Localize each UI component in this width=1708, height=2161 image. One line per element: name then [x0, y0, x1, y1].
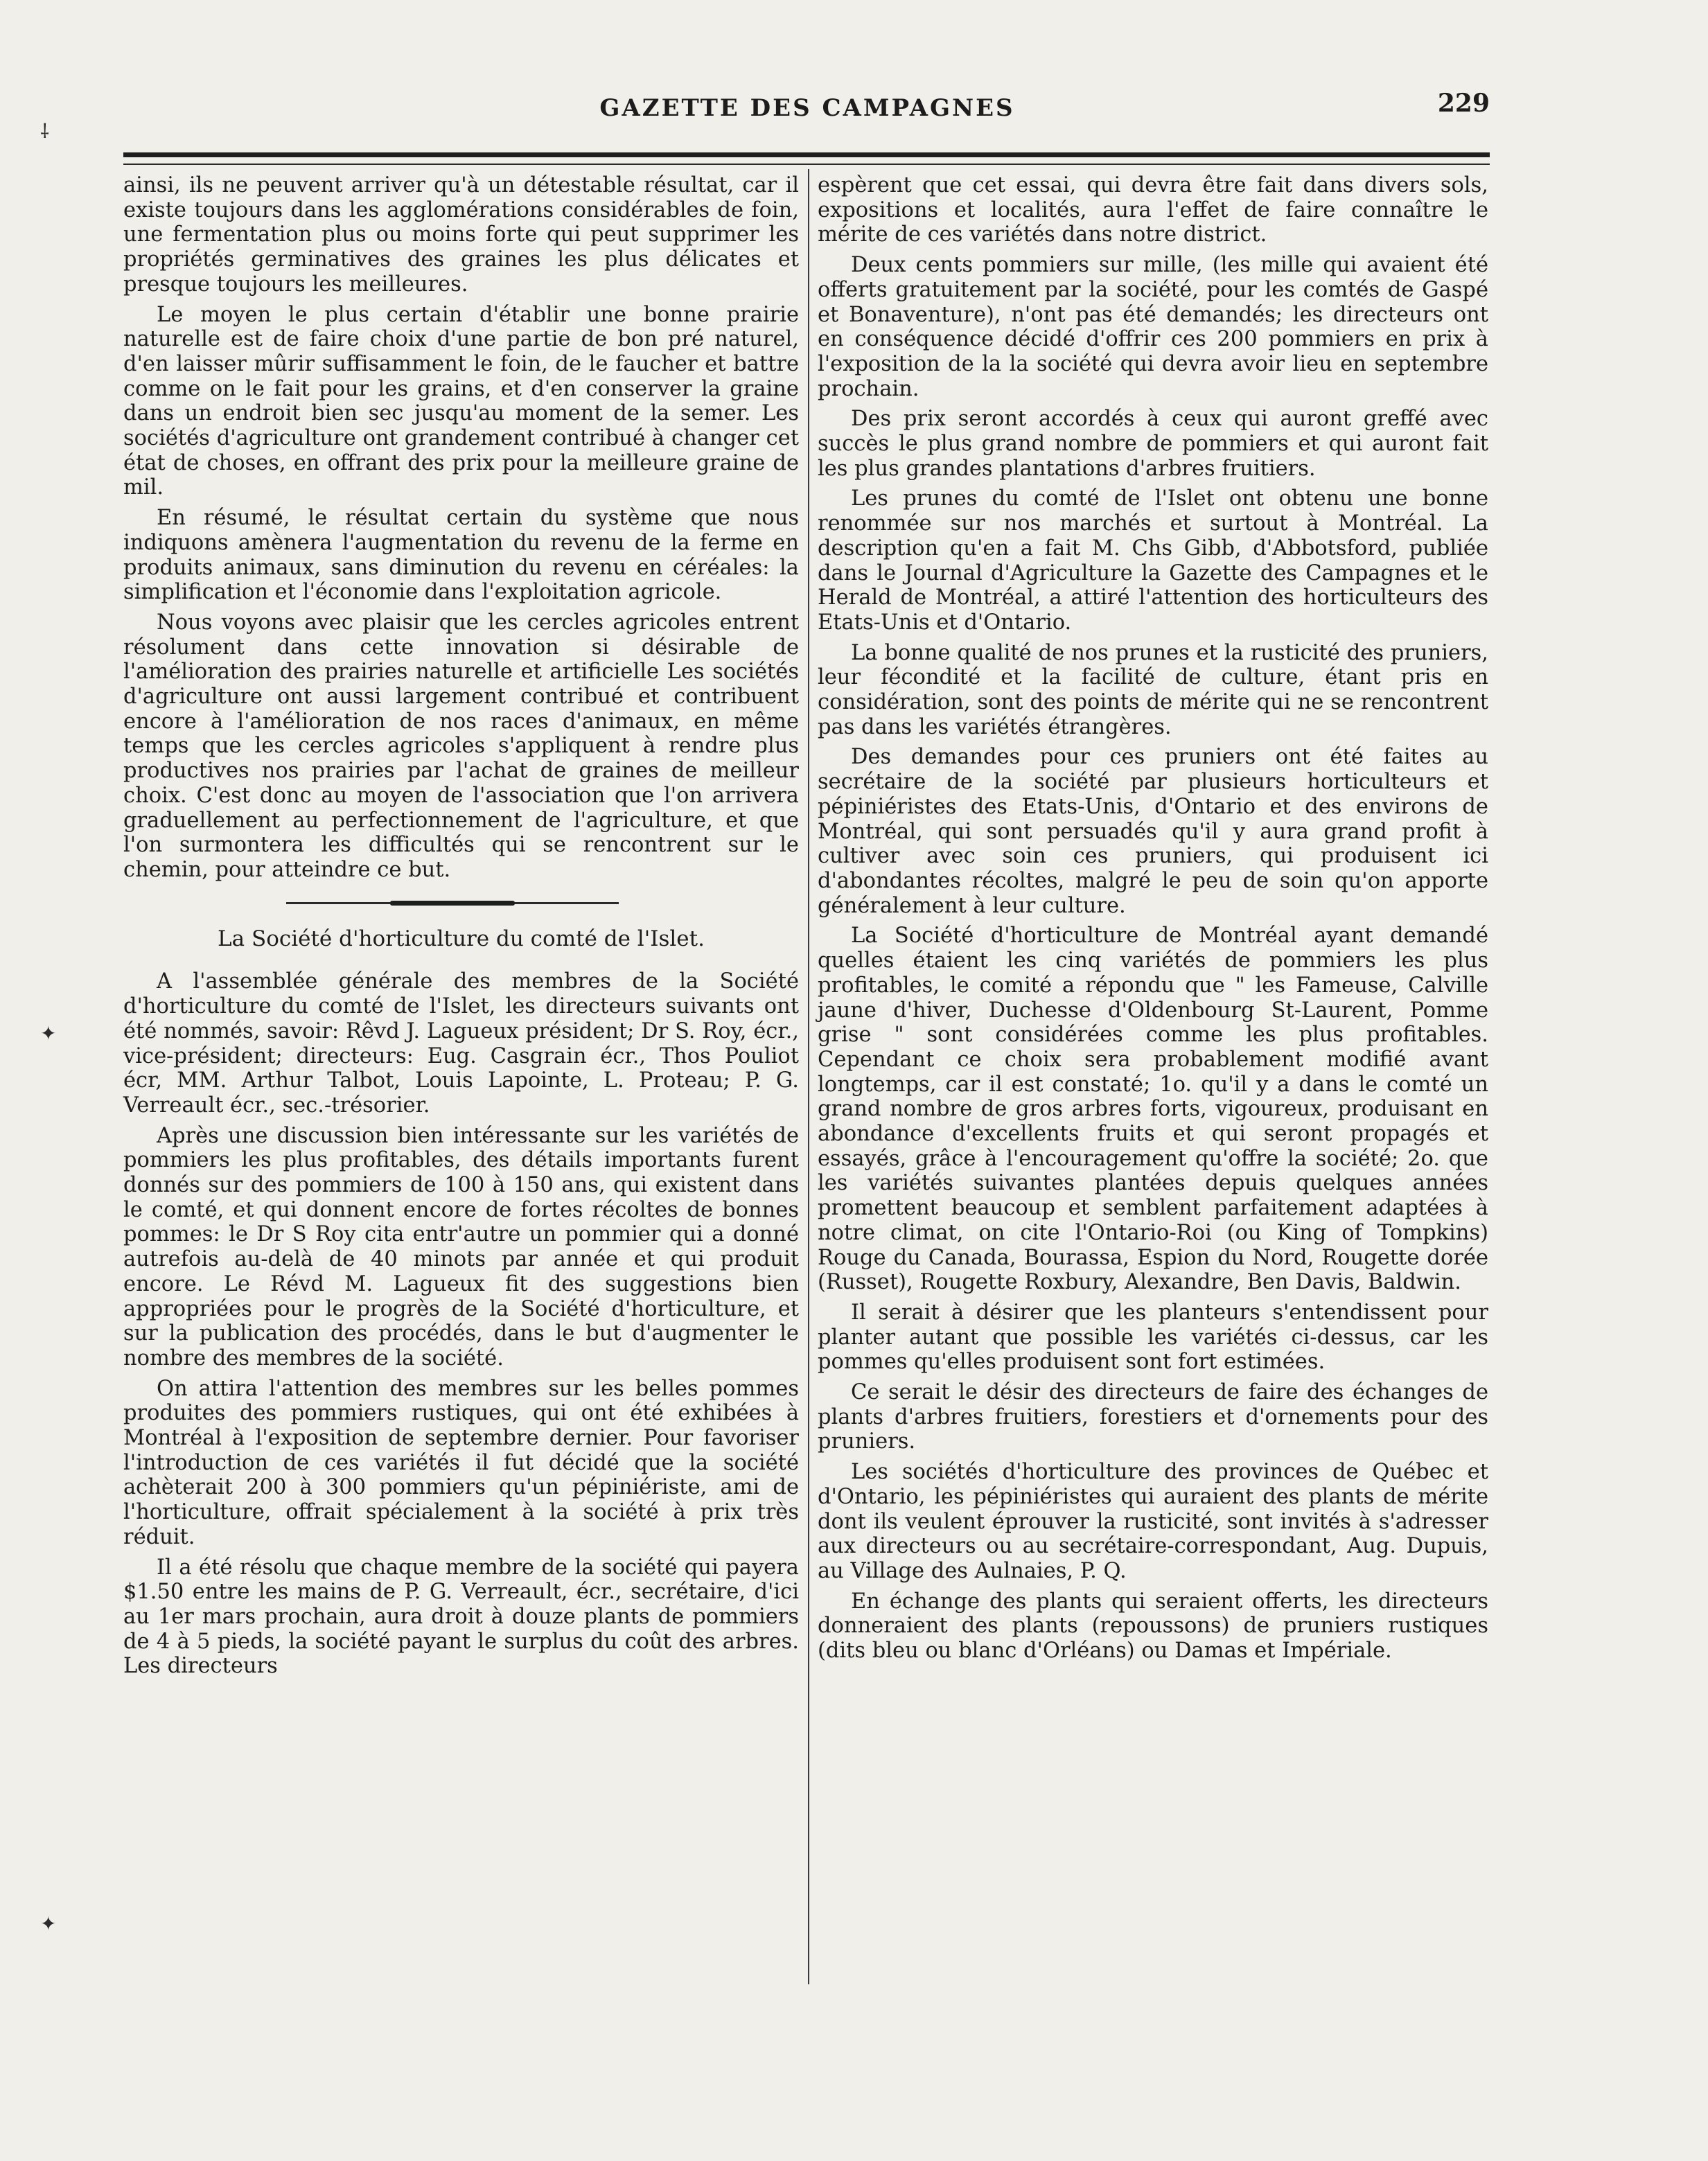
paragraph: En échange des plants qui seraient offerts, les directeurs donneraient des plants (repoussons) de pruniers rustiques (dits bleu ou blanc d'Orléans) ou Damas et Impériale. — [818, 1589, 1488, 1664]
paragraph: On attira l'attention des membres sur les belles pommes produites des pommiers rustiques, qui ont été exhibées à Montréal à l'exposition de septembre dernier. Pour favoriser l'introduction de ces variétés il fut décidé que la société achèterait 200 à 300 pommiers qu'un pépiniériste, ami de l'horticulture, offrait spécialement à la société à prix très réduit. — [123, 1376, 799, 1549]
paragraph: Après une discussion bien intéressante sur les variétés de pommiers les plus profitables, des détails importants furent donnés sur des pommiers de 100 à 150 ans, qui existent dans le comté, et qui donnent encore de fortes récoltes de bonnes pommes: le Dr S Roy cita entr'autre un pommier qui a donné autrefois au-delà de 40 minots par année et qui produit encore. Le Révd M. Lagueux fit des suggestions bien appropriées pour le progrès de la Société d'horticulture, et sur la publication des procédés, dans le but d'augmenter le nombre des membres de la société. — [123, 1123, 799, 1370]
paragraph: ainsi, ils ne peuvent arriver qu'à un détestable résultat, car il existe toujours dans les agglomérations considérables de foin, une fermentation plus ou moins forte qui peut supprimer les propriétés germinatives des graines les plus délicates et presque toujours les meilleures. — [123, 173, 799, 297]
header-rule-thin — [123, 164, 1490, 165]
paragraph: Nous voyons avec plaisir que les cercles agricoles entrent résolument dans cette innovation si désirable de l'amélioration des prairies naturelle et artificielle Les sociétés d'agriculture ont aussi largement contribué et contribuent encore à l'amélioration de nos races d'animaux, en même temps que les cercles agricoles s'appliquent à rendre plus productives nos prairies par l'achat de graines de meilleur choix. C'est donc au moyen de l'association que l'on arrivera graduellement au perfectionnement de l'agriculture, et que l'on surmontera les difficultés qui se rencontrent sur le chemin, pour atteindre ce but. — [123, 610, 799, 882]
running-title: GAZETTE DES CAMPAGNES — [599, 94, 1015, 122]
margin-mark-icon: ✦ — [40, 1022, 57, 1045]
paragraph: Les sociétés d'horticulture des provinces de Québec et d'Ontario, les pépiniéristes qui auraient des plants de mérite dont ils veulent éprouver la rusticité, sont invités à s'adresser aux directeurs ou au secrétaire-correspondant, Aug. Dupuis, au Village des Aulnaies, P. Q. — [818, 1460, 1488, 1583]
left-column — [123, 173, 799, 1679]
paragraph: Ce serait le désir des directeurs de faire des échanges de plants d'arbres fruitiers, forestiers et d'ornements pour des pruniers. — [818, 1380, 1488, 1454]
paragraph: La Société d'horticulture de Montréal ayant demandé quelles étaient les cinq variétés de pommiers les plus profitables, le comité a répondu que " les Fameuse, Calville jaune d'hiver, Duchesse d'Oldenbourg St-Laurent, Pomme grise " sont considérées comme les plus profitables. Cependant ce choix sera probablement modifié avant longtemps, car il est constaté; 1o. qu'il y a dans le comté un grand nombre de gros arbres forts, vigoureux, produisant en abondance d'excellents fruits et qui seront propagés et essayés, grâce à l'encouragement qu'offre la société; 2o. que les variétés suivantes plantées depuis quelques années promettent beaucoup et semblent parfaitement adaptées à notre climat, on cite l'Ontario-Roi (ou King of Tompkins) Rouge du Canada, Bourassa, Espion du Nord, Rougette dorée (Russet), Rougette Roxbury, Alexandre, Ben Davis, Baldwin. — [818, 924, 1488, 1295]
section-heading: La Société d'horticulture du comté de l'Islet. — [218, 926, 705, 951]
section-divider-wrap — [123, 883, 799, 927]
paragraph: A l'assemblée générale des membres de la Société d'horticulture du comté de l'Islet, les directeurs suivants ont été nommés, savoir: Rêvd J. Lagueux président; Dr S. Roy, écr., vice-président; directeurs: Eug. Casgrain écr., Thos Pouliot écr, MM. Arthur Talbot, Louis Lapointe, L. Proteau; P. G. Verreault écr., sec.-trésorier. — [123, 969, 799, 1118]
section-divider — [286, 902, 619, 904]
header-rule-thick — [123, 152, 1490, 157]
paragraph: Les prunes du comté de l'Islet ont obtenu une bonne renommée sur nos marchés et surtout à Montréal. La description qu'en a fait M. Chs Gibb, d'Abbotsford, publiée dans le Journal d'Agriculture la Gazette des Campagnes et le Herald de Montréal, a attiré l'attention des horticulteurs des Etats-Unis et d'Ontario. — [818, 486, 1488, 635]
paragraph: Le moyen le plus certain d'établir une bonne prairie naturelle est de faire choix d'une partie de bon pré naturel, d'en laisser mûrir suffisamment le foin, de le faucher et battre comme on le fait pour les grains, et d'en conserver la graine dans un endroit bien sec jusqu'au moment de la semer. Les sociétés d'agriculture ont grandement contribué à changer cet état de choses, en offrant des prix pour la meilleure graine de mil. — [123, 302, 799, 500]
paragraph: Des demandes pour ces pruniers ont été faites au secrétaire de la société par plusieurs horticulteurs et pépiniéristes des Etats-Unis, d'Ontario et des environs de Montréal, qui sont persuadés qu'il y aura grand profit à cultiver avec soin ces pruniers, qui produisent ici d'abondantes récoltes, malgré le peu de soin qu'on apporte généralement à leur culture. — [818, 745, 1488, 918]
margin-mark-icon: ✦ — [40, 1912, 57, 1935]
paragraph: En résumé, le résultat certain du système que nous indiquons amènera l'augmentation du revenu de la ferme en produits animaux, sans diminution du revenu en céréales: la simplification et l'économie dans l'exploitation agricole. — [123, 506, 799, 605]
paragraph: Deux cents pommiers sur mille, (les mille qui avaient été offerts gratuitement par la société, pour les comtés de Gaspé et Bonaventure), n'ont pas été demandés; les directeurs ont en conséquence décidé d'offrir ces 200 pommiers en prix à l'exposition de la la société qui devra avoir lieu en septembre prochain. — [818, 253, 1488, 401]
paragraph: espèrent que cet essai, qui devra être fait dans divers sols, expositions et localités, aura l'effet de faire connaître le mérite de ces variétés dans notre district. — [818, 173, 1488, 247]
paragraph: Des prix seront accordés à ceux qui auront greffé avec succès le plus grand nombre de pommiers et qui auront fait les plus grandes plantations d'arbres fruitiers. — [818, 407, 1488, 481]
column-divider — [808, 169, 809, 1984]
margin-mark-icon: ⸸ — [40, 120, 50, 143]
running-head — [125, 89, 1490, 130]
paragraph: Il serait à désirer que les planteurs s'entendissent pour planter autant que possible les variétés ci-dessus, car les pommes qu'elles produisent sont fort estimées. — [818, 1300, 1488, 1375]
paragraph: Il a été résolu que chaque membre de la société qui payera $1.50 entre les mains de P. G. Verreault, écr., secrétaire, d'ici au 1er mars prochain, aura droit à douze plants de pommiers de 4 à 5 pieds, la société payant le surplus du coût des arbres. Les directeurs — [123, 1555, 799, 1679]
page-number: 229 — [1437, 89, 1490, 118]
right-column — [818, 173, 1488, 1664]
paragraph: La bonne qualité de nos prunes et la rusticité des pruniers, leur fécondité et la facilité de culture, étant pris en considération, sont des points de mérite qui ne se rencontrent pas dans les variétés étrangères. — [818, 640, 1488, 739]
